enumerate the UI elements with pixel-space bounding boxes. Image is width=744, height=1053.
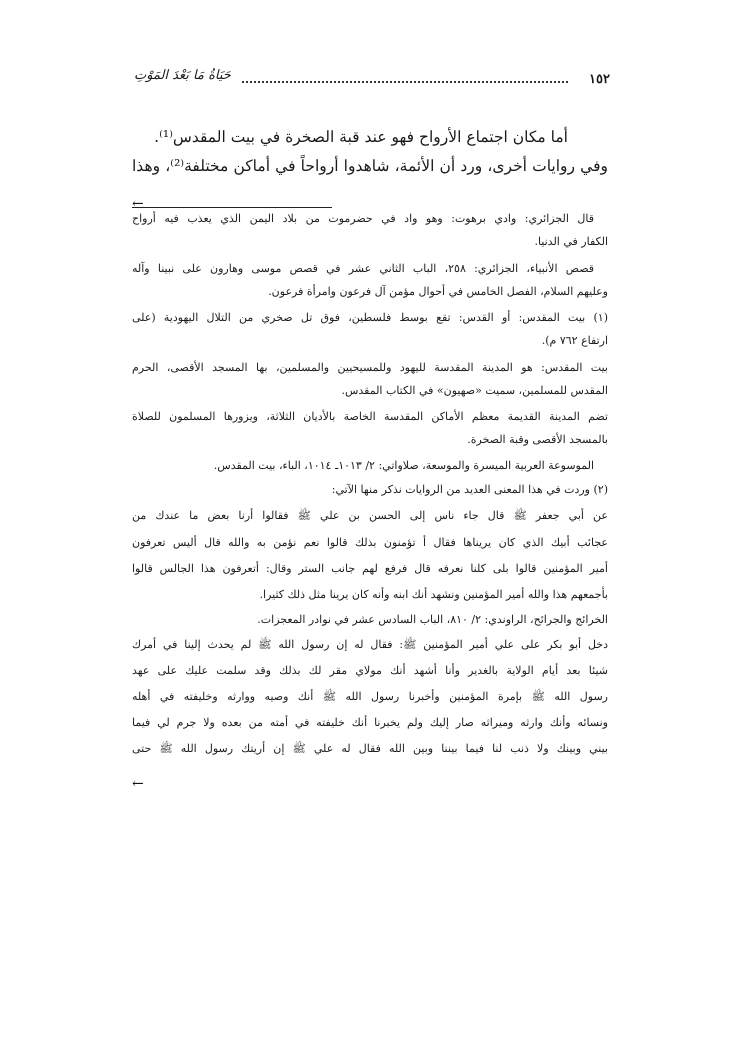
footnote-line: أمير المؤمنين قالوا بلى كلنا نعرفه قال فرفع لهم جانب الستر وقال: أتعرفون هذا الجالس قالوا xyxy=(132,562,608,575)
footnote-line: تضم المدينة القديمة معظم الأماكن المقدسة الخاصة بالأديان الثلاثة، ويزورها المسلمون للصلاة xyxy=(132,410,608,423)
footnote-line: بأجمعهم هذا والله أمير المؤمنين ونشهد أنك ابنه وأنه كان يرينا مثل ذلك كثيرا. xyxy=(259,588,608,601)
footnote-line: بيني وبينك ولا ذنب لنا فيما بيننا وبين الله فقال له علي ﷺ إن أريتك رسول الله ﷺ حتى xyxy=(132,742,608,755)
footnote-line: ارتفاع ٧٦٢ م). xyxy=(541,334,608,347)
footnote-line: وعليهم السلام، الفصل الخامس في أحوال مؤمن آل فرعون وامرأة فرعون. xyxy=(268,285,608,298)
footnote-line: الموسوعة العربية الميسرة والموسعة، صلاواتي: ٢/ ١٠١٣ـ ١٠١٤، الباء، بيت المقدس. xyxy=(213,459,594,472)
footnote-line: بالمسجد الأقصى وقبة الصخرة. xyxy=(467,433,608,446)
footnote-line: ونسائه وأنك وارثه وميراثه صار إليك ولم يخبرنا أنك خليفته في أمته من بعده ولا جرم لي فيما xyxy=(132,716,608,729)
footnote-separator xyxy=(132,207,332,208)
footnote-line: قصص الأنبياء، الجزائري: ٢٥٨، الباب الثاني عشر في قصص موسى وهارون على نبينا وآله xyxy=(132,262,594,275)
footnote-line: رسول الله ﷺ بإمرة المؤمنين وأخبرنا رسول الله ﷺ أنك وصيه ووارثه وخليفته في أهله xyxy=(132,690,608,703)
footnote-line: شيئا بعد أيام الولاية بالغدير وأنا أشهد أنك مولاي مقر لك بذلك وقد سلمت عليك على عهد xyxy=(132,664,608,677)
header-dotted-leader xyxy=(242,81,568,83)
footnote-line: الكفار في الدنيا. xyxy=(534,235,608,248)
footnote-line: المقدس للمسلمين، سميت «صهيون» في الكتاب المقدس. xyxy=(341,384,608,397)
book-title-calligraphy: حَيَاةُ مَا بَعْدَ المَوْتِ xyxy=(134,68,231,83)
footnote-line: بيت المقدس: هو المدينة المقدسة لليهود وللمسيحيين والمسلمين، بها المسجد الأقصى، الحرم xyxy=(132,361,608,374)
footnote-line: قال الجزائري: وادي برهوت: وهو واد في حضرموت من بلاد اليمن الذي يعذب فيه أرواح xyxy=(132,212,594,225)
body-line-1: أما مكان اجتماع الأرواح فهو عند قبة الصخرة في بيت المقدس⁽¹⁾. xyxy=(154,128,568,146)
continuation-arrow-icon: ← xyxy=(132,196,144,212)
footnote-line: الخرائج والجرائح، الراوندي: ٢/ ٨١٠، الباب السادس عشر في نوادر المعجزات. xyxy=(257,613,608,626)
footnote-line: دخل أبو بكر على علي أمير المؤمنين ﷺ: فقال له إن رسول الله ﷺ لم يحدث إلينا في أمرك xyxy=(132,638,608,651)
continuation-arrow-icon: ← xyxy=(132,776,144,792)
footnote-line: (١) بيت المقدس: أو القدس: تقع بوسط فلسطين، فوق تل صخري من التلال اليهودية (على xyxy=(132,311,608,324)
running-header xyxy=(134,68,610,92)
footnote-line: (٢) وردت في هذا المعنى العديد من الروايات نذكر منها الآتي: xyxy=(331,483,608,496)
footnote-line: عن أبي جعفر ﷺ قال جاء ناس إلى الحسن بن علي ﷺ فقالوا أرنا بعض ما عندك من xyxy=(132,509,608,522)
body-line-2: وفي روايات أخرى، ورد أن الأئمة، شاهدوا أرواحاً في أماكن مختلفة⁽²⁾، وهذا xyxy=(132,157,608,175)
page-number: ١٥٢ xyxy=(589,72,610,87)
footnote-line: عجائب أبيك الذي كان يريناها فقال أ تؤمنون بذلك قالوا نعم نؤمن به والله قال أليس تعرفون xyxy=(132,536,608,549)
